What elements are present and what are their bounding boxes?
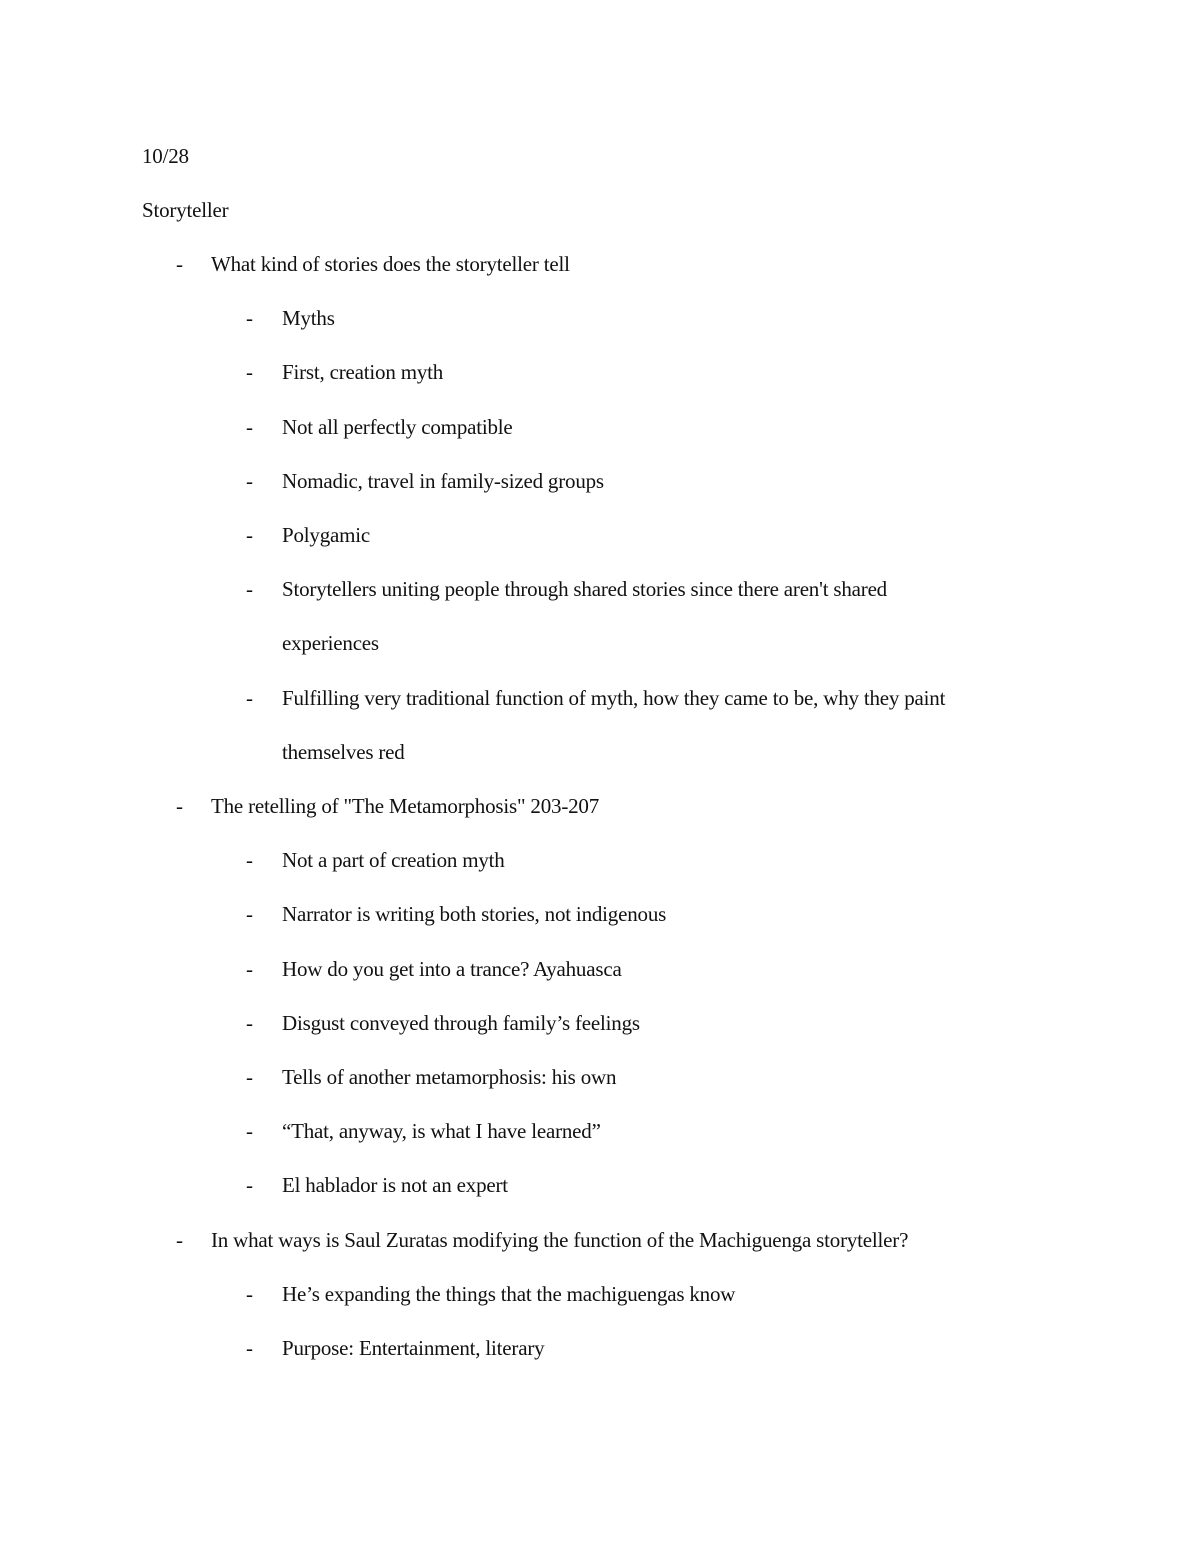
outline-item-level2: Nomadic, travel in family-sized groups xyxy=(282,469,604,493)
sub-bullet-dash: - xyxy=(246,848,253,872)
bullet-dash: - xyxy=(176,794,183,818)
outline-item-level2: El hablador is not an expert xyxy=(282,1173,508,1197)
bullet-dash: - xyxy=(176,252,183,276)
outline-item-level2: “That, anyway, is what I have learned” xyxy=(282,1119,601,1143)
outline-item-level2: Not a part of creation myth xyxy=(282,848,505,872)
outline-item-level1: The retelling of "The Metamorphosis" 203-207 xyxy=(211,794,600,818)
sub-bullet-dash: - xyxy=(246,1336,253,1360)
sub-bullet-dash: - xyxy=(246,902,253,926)
outline-item-level2: Fulfilling very traditional function of myth, how they came to be, why they paint xyxy=(282,686,946,710)
note-heading: Storyteller xyxy=(142,198,229,222)
sub-bullet-dash: - xyxy=(246,523,253,547)
sub-bullet-dash: - xyxy=(246,415,253,439)
outline-item-level2: First, creation myth xyxy=(282,360,444,384)
outline-item-continuation: themselves red xyxy=(282,740,405,764)
outline-item-level2: Narrator is writing both stories, not indigenous xyxy=(282,902,667,926)
sub-bullet-dash: - xyxy=(246,360,253,384)
sub-bullet-dash: - xyxy=(246,686,253,710)
outline-item-level2: He’s expanding the things that the machiguengas know xyxy=(282,1282,736,1306)
outline-item-level2: How do you get into a trance? Ayahuasca xyxy=(282,957,622,981)
outline-item-level2: Purpose: Entertainment, literary xyxy=(282,1336,545,1360)
sub-bullet-dash: - xyxy=(246,1119,253,1143)
sub-bullet-dash: - xyxy=(246,306,253,330)
outline-item-continuation: experiences xyxy=(282,631,379,655)
outline-item-level2: Myths xyxy=(282,306,335,330)
sub-bullet-dash: - xyxy=(246,469,253,493)
outline-item-level1: In what ways is Saul Zuratas modifying the function of the Machiguenga storyteller? xyxy=(211,1228,909,1252)
outline-item-level2: Tells of another metamorphosis: his own xyxy=(282,1065,617,1089)
outline-item-level2: Storytellers uniting people through shared stories since there aren't shared xyxy=(282,577,887,601)
note-date: 10/28 xyxy=(142,144,189,168)
outline-item-level1: What kind of stories does the storyteller tell xyxy=(211,252,570,276)
outline-item-level2: Disgust conveyed through family’s feelings xyxy=(282,1011,640,1035)
sub-bullet-dash: - xyxy=(246,957,253,981)
bullet-dash: - xyxy=(176,1228,183,1252)
outline-item-level2: Polygamic xyxy=(282,523,371,547)
outline-item-level2: Not all perfectly compatible xyxy=(282,415,513,439)
sub-bullet-dash: - xyxy=(246,1011,253,1035)
sub-bullet-dash: - xyxy=(246,1282,253,1306)
sub-bullet-dash: - xyxy=(246,577,253,601)
sub-bullet-dash: - xyxy=(246,1173,253,1197)
sub-bullet-dash: - xyxy=(246,1065,253,1089)
